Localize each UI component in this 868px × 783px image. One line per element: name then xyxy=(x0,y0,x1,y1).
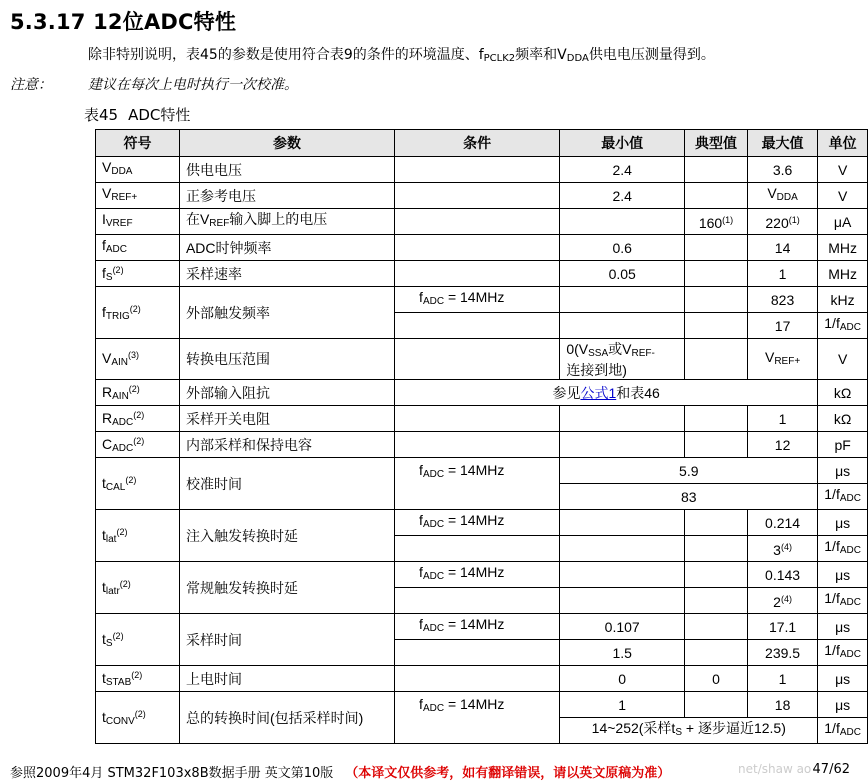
unit-cell: $1/f_{ADC}$ xyxy=(818,718,868,744)
min-cell: 0.05 xyxy=(560,261,685,287)
max-cell: 823 xyxy=(747,287,817,313)
parameter-cell: 采样时间 xyxy=(179,614,394,666)
min-cell xyxy=(560,287,685,313)
typ-cell xyxy=(685,235,748,261)
table-caption: 表45 ADC特性 xyxy=(84,106,191,124)
symbol-cell: $f_S^{(2)}$ xyxy=(96,261,180,287)
max-cell: 17.1 xyxy=(747,614,817,640)
section-heading xyxy=(10,6,236,36)
unit-cell: μs xyxy=(818,614,868,640)
condition-cell xyxy=(395,313,560,339)
symbol-cell: $V_{DDA}$ xyxy=(96,157,180,183)
unit-cell: MHz xyxy=(818,261,868,287)
condition-cell xyxy=(395,640,560,666)
unit-cell: pF xyxy=(818,432,868,458)
symbol-cell: $V_{AIN}^{(3)}$ xyxy=(96,339,180,380)
symbol-cell: $t_{CONV}^{(2)}$ xyxy=(96,692,180,744)
max-cell: 12 xyxy=(747,432,817,458)
min-cell xyxy=(560,536,685,562)
typ-cell xyxy=(685,640,748,666)
max-cell: 0.214 xyxy=(747,510,817,536)
col-header-symbol: 符号 xyxy=(96,130,180,157)
min-cell: 2.4 xyxy=(560,157,685,183)
unit-cell: kΩ xyxy=(818,406,868,432)
typ-cell xyxy=(685,287,748,313)
table-row xyxy=(96,458,868,484)
symbol-cell: $R_{ADC}^{(2)}$ xyxy=(96,406,180,432)
parameter-cell: 供电电压 xyxy=(179,157,394,183)
min-cell: 1.5 xyxy=(560,640,685,666)
max-cell: 18 xyxy=(747,692,817,718)
condition-cell xyxy=(395,588,560,614)
page-number: 47/62 xyxy=(812,762,850,777)
max-cell: 1 xyxy=(747,261,817,287)
parameter-cell: 内部采样和保持电容 xyxy=(179,432,394,458)
typ-cell xyxy=(685,588,748,614)
max-cell: 1 xyxy=(747,406,817,432)
unit-cell: μs xyxy=(818,692,868,718)
condition-cell xyxy=(395,209,560,235)
table-row xyxy=(96,562,868,588)
calibration-note xyxy=(10,74,298,94)
max-cell: 0.143 xyxy=(747,562,817,588)
min-cell xyxy=(560,432,685,458)
min-cell: 2.4 xyxy=(560,183,685,209)
condition-cell: $f_{ADC} = 14MHz$ xyxy=(395,614,560,640)
condition-cell: $f_{ADC} = 14MHz$ xyxy=(395,562,560,588)
col-header-condition: 条件 xyxy=(395,130,560,157)
intro-paragraph: 除非特别说明，表45的参数是使用符合表9的条件的环境温度、$f_{PCLK2}$频率和$V_{DDA}$供电电压测量得到。 xyxy=(88,47,715,64)
typ-cell xyxy=(685,339,748,380)
min-cell xyxy=(560,510,685,536)
parameter-cell: 采样速率 xyxy=(179,261,394,287)
table-row xyxy=(96,183,868,209)
symbol-cell: $I_{VREF}$ xyxy=(96,209,180,235)
parameter-cell: 采样开关电阻 xyxy=(179,406,394,432)
parameter-cell: 校准时间 xyxy=(179,458,394,510)
unit-cell: $1/f_{ADC}$ xyxy=(818,484,868,510)
max-cell: 220$^{(1)}$ xyxy=(747,209,817,235)
parameter-cell: 注入触发转换时延 xyxy=(179,510,394,562)
min-cell: 0 xyxy=(560,666,685,692)
max-cell: 1 xyxy=(747,666,817,692)
unit-cell: $1/f_{ADC}$ xyxy=(818,313,868,339)
condition-cell xyxy=(395,235,560,261)
parameter-cell: ADC时钟频率 xyxy=(179,235,394,261)
typ-cell xyxy=(685,432,748,458)
max-cell: 3.6 xyxy=(747,157,817,183)
reference-cell: 参见公式1和表46 xyxy=(395,380,818,406)
condition-cell xyxy=(395,432,560,458)
note-text: 建议在每次上电时执行一次校准。 xyxy=(88,77,298,93)
min-cell xyxy=(560,406,685,432)
parameter-cell: 常规触发转换时延 xyxy=(179,562,394,614)
condition-cell: $f_{ADC} = 14MHz$ xyxy=(395,287,560,313)
max-cell: 17 xyxy=(747,313,817,339)
table-row xyxy=(96,157,868,183)
symbol-cell: $t_{lat}^{(2)}$ xyxy=(96,510,180,562)
footer-warning: （本译文仅供参考，如有翻译错误，请以英文原稿为准） xyxy=(345,766,671,781)
formula-1-link[interactable]: 公式1 xyxy=(580,384,617,401)
watermark: net/shaw ao xyxy=(738,762,812,776)
unit-cell: kHz xyxy=(818,287,868,313)
condition-cell xyxy=(395,183,560,209)
parameter-cell: 上电时间 xyxy=(179,666,394,692)
table-row xyxy=(96,406,868,432)
unit-cell: V xyxy=(818,157,868,183)
table-row xyxy=(96,261,868,287)
typ-cell xyxy=(685,313,748,339)
symbol-cell: $t_S^{(2)}$ xyxy=(96,614,180,666)
unit-cell: MHz xyxy=(818,235,868,261)
parameter-cell: 转换电压范围 xyxy=(179,339,394,380)
unit-cell: $1/f_{ADC}$ xyxy=(818,536,868,562)
table-row xyxy=(96,287,868,313)
max-cell: 239.5 xyxy=(747,640,817,666)
parameter-cell: 外部触发频率 xyxy=(179,287,394,339)
table-row xyxy=(96,209,868,235)
condition-cell xyxy=(395,536,560,562)
table-row xyxy=(96,666,868,692)
table-row xyxy=(96,614,868,640)
symbol-cell: $f_{TRIG}^{(2)}$ xyxy=(96,287,180,339)
unit-cell: μs xyxy=(818,562,868,588)
note-label: 注意： xyxy=(10,77,52,93)
typ-cell xyxy=(685,261,748,287)
condition-cell xyxy=(395,157,560,183)
condition-cell: $f_{ADC} = 14MHz$ xyxy=(395,510,560,536)
max-cell: $V_{DDA}$ xyxy=(747,183,817,209)
col-header-typ: 典型值 xyxy=(685,130,748,157)
typ-cell xyxy=(685,536,748,562)
section-number: 5.3.17 xyxy=(10,10,86,34)
adc-characteristics-table xyxy=(95,129,868,744)
typ-cell xyxy=(685,406,748,432)
symbol-cell: $C_{ADC}^{(2)}$ xyxy=(96,432,180,458)
max-cell: $V_{REF+}$ xyxy=(747,339,817,380)
symbol-cell: $R_{AIN}^{(2)}$ xyxy=(96,380,180,406)
table-row xyxy=(96,380,868,406)
max-cell: 3$^{(4)}$ xyxy=(747,536,817,562)
page-footer xyxy=(10,762,670,781)
parameter-cell: 总的转换时间(包括采样时间) xyxy=(179,692,394,744)
unit-cell: μA xyxy=(818,209,868,235)
typ-cell xyxy=(685,183,748,209)
col-header-unit: 单位 xyxy=(818,130,868,157)
unit-cell: μs xyxy=(818,458,868,484)
min-cell xyxy=(560,588,685,614)
condition-cell xyxy=(395,666,560,692)
value-span-cell: 14~252(采样$t_S$ + 逐步逼近12.5) xyxy=(560,718,818,744)
symbol-cell: $t_{STAB}^{(2)}$ xyxy=(96,666,180,692)
symbol-cell: $t_{latr}^{(2)}$ xyxy=(96,562,180,614)
min-cell xyxy=(560,313,685,339)
table-header-row xyxy=(96,130,868,157)
table-row xyxy=(96,235,868,261)
min-cell xyxy=(560,562,685,588)
parameter-cell: 在$V_{REF}$输入脚上的电压 xyxy=(179,209,394,235)
unit-cell: μs xyxy=(818,510,868,536)
parameter-cell: 正参考电压 xyxy=(179,183,394,209)
col-header-max: 最大值 xyxy=(747,130,817,157)
min-cell: $0(V_{SSA}$或$V_{REF-}$ 连接到地) xyxy=(560,339,685,380)
section-title: 12位ADC特性 xyxy=(93,10,237,34)
condition-cell: $f_{ADC} = 14MHz$ xyxy=(395,692,560,744)
symbol-cell: $t_{CAL}^{(2)}$ xyxy=(96,458,180,510)
condition-cell: $f_{ADC} = 14MHz$ xyxy=(395,458,560,510)
table-row xyxy=(96,692,868,718)
min-cell xyxy=(560,209,685,235)
col-header-min: 最小值 xyxy=(560,130,685,157)
typ-cell xyxy=(685,692,748,718)
typ-cell xyxy=(685,614,748,640)
max-cell: 14 xyxy=(747,235,817,261)
unit-cell: kΩ xyxy=(818,380,868,406)
typ-cell xyxy=(685,510,748,536)
typ-cell xyxy=(685,157,748,183)
parameter-cell: 外部输入阻抗 xyxy=(179,380,394,406)
unit-cell: μs xyxy=(818,666,868,692)
max-cell: 2$^{(4)}$ xyxy=(747,588,817,614)
unit-cell: $1/f_{ADC}$ xyxy=(818,588,868,614)
typ-cell: 160$^{(1)}$ xyxy=(685,209,748,235)
table-row xyxy=(96,510,868,536)
symbol-cell: $f_{ADC}$ xyxy=(96,235,180,261)
value-span-cell: 83 xyxy=(560,484,818,510)
typ-cell xyxy=(685,562,748,588)
unit-cell: V xyxy=(818,339,868,380)
typ-cell: 0 xyxy=(685,666,748,692)
col-header-parameter: 参数 xyxy=(179,130,394,157)
footer-reference: 参照2009年4月 STM32F103x8B数据手册 英文第10版 xyxy=(10,766,334,781)
unit-cell: V xyxy=(818,183,868,209)
value-span-cell: 5.9 xyxy=(560,458,818,484)
table-row xyxy=(96,339,868,380)
unit-cell: $1/f_{ADC}$ xyxy=(818,640,868,666)
condition-cell xyxy=(395,406,560,432)
min-cell: 0.6 xyxy=(560,235,685,261)
condition-cell xyxy=(395,339,560,380)
min-cell: 1 xyxy=(560,692,685,718)
condition-cell xyxy=(395,261,560,287)
table-row xyxy=(96,432,868,458)
min-cell: 0.107 xyxy=(560,614,685,640)
symbol-cell: $V_{REF+}$ xyxy=(96,183,180,209)
